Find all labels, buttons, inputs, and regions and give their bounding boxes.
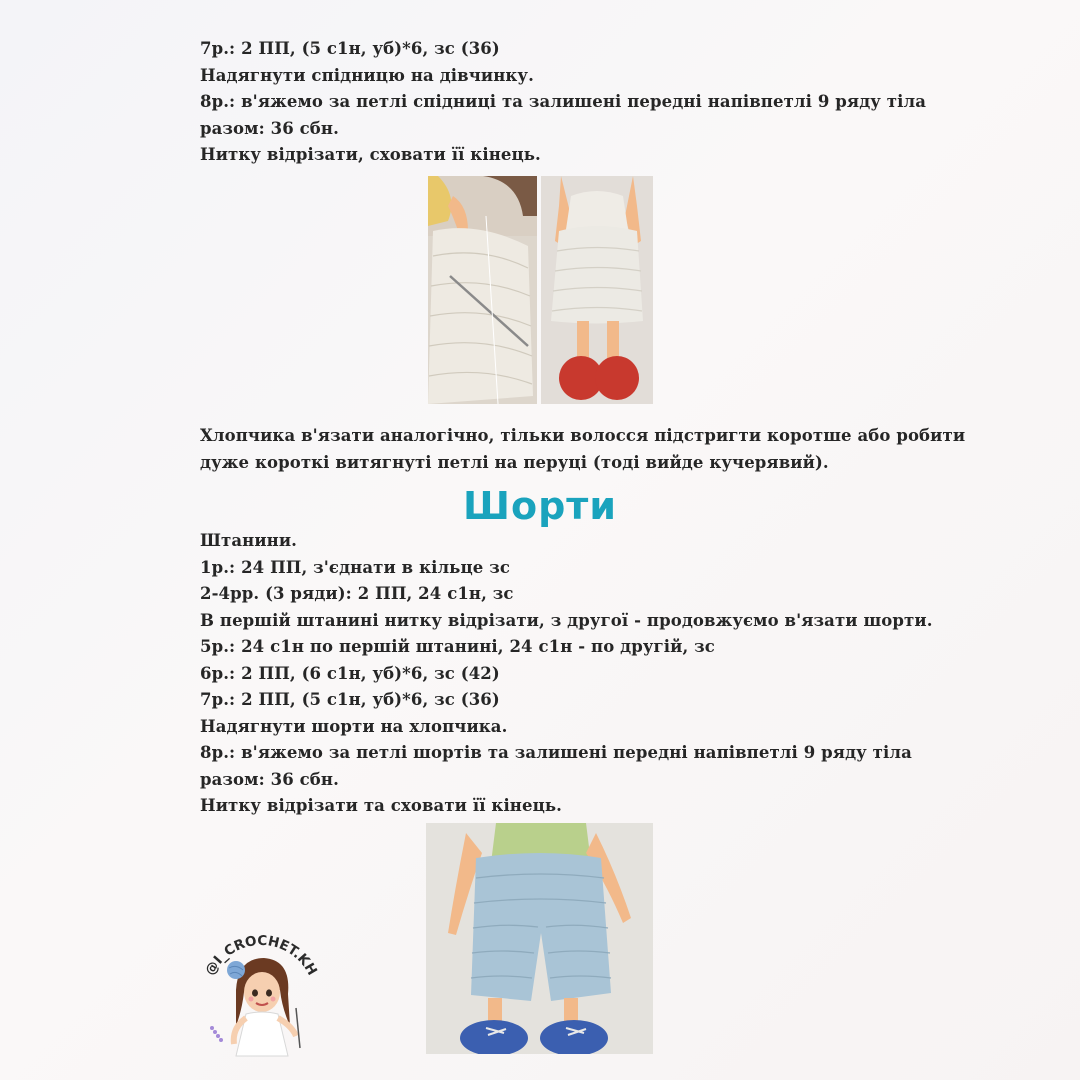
instruction-line: Нитку відрізати та сховати її кінець. <box>200 796 563 815</box>
instruction-line: 2-4рр. (3 ряди): 2 ПП, 24 с1н, зс <box>200 584 514 603</box>
shorts-heading: Шорти <box>463 484 617 528</box>
doll-skirt-front-photo <box>541 176 653 404</box>
instruction-line: Нитку відрізати, сховати її кінець. <box>200 145 541 164</box>
doll-shorts-photo <box>426 823 653 1054</box>
instruction-line: 8р.: в'яжемо за петлі спідниці та залишені передні напівпетлі 9 ряду тіла <box>200 92 927 111</box>
skirt-instructions <box>200 36 927 169</box>
instruction-line: 8р.: в'яжемо за петлі шортів та залишені передні напівпетлі 9 ряду тіла <box>200 743 912 762</box>
instruction-line: разом: 36 сбн. <box>200 118 339 138</box>
brand-logo <box>196 928 326 1058</box>
boy-note <box>200 423 966 476</box>
instruction-line: дуже короткі витягнуті петлі на перуці (тоді вийде кучерявий). <box>200 452 829 472</box>
instruction-line: разом: 36 сбн. <box>200 769 339 789</box>
logo-handle-text: @I_CROCHET.KH <box>202 932 321 979</box>
instruction-line: 6р.: 2 ПП, (6 с1н, уб)*6, зс (42) <box>200 663 500 683</box>
instruction-line: Хлопчика в'язати аналогічно, тільки волосся підстригти коротше або робити <box>200 426 966 445</box>
skirt-side-photo <box>428 176 537 404</box>
instruction-line: 1р.: 24 ПП, з'єднати в кільце зс <box>200 557 510 577</box>
instruction-line: Надягнути шорти на хлопчика. <box>200 716 508 736</box>
instruction-line: 5р.: 24 с1н по першій штанині, 24 с1н - по другій, зс <box>200 637 715 656</box>
shorts-instructions <box>200 528 933 820</box>
instruction-line: Штанини. <box>200 531 298 550</box>
instruction-line: 7р.: 2 ПП, (5 с1н, уб)*6, зс (36) <box>200 39 500 58</box>
instruction-line: Надягнути спідницю на дівчинку. <box>200 65 534 85</box>
instruction-line: В першій штанині нитку відрізати, з другої - продовжуємо в'язати шорти. <box>200 610 933 630</box>
instruction-line: 7р.: 2 ПП, (5 с1н, уб)*6, зс (36) <box>200 690 500 709</box>
